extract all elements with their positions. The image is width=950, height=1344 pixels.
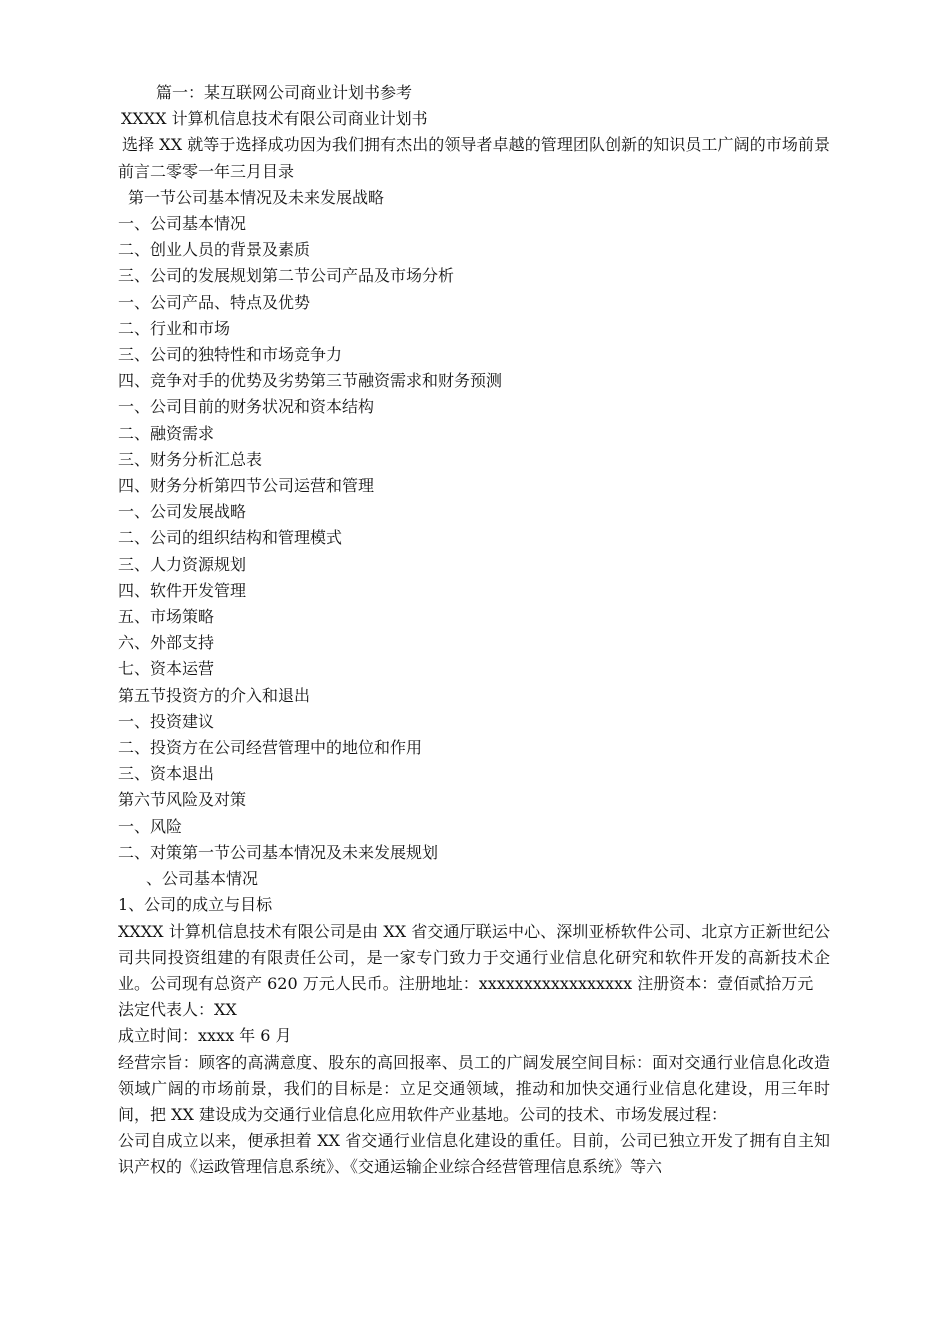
toc-item: 第五节投资方的介入和退出	[118, 685, 311, 705]
toc-item: 二、行业和市场	[118, 318, 231, 338]
toc-item: 三、公司的独特性和市场竞争力	[118, 345, 343, 365]
founded-date: 成立时间：xxxx 年 6 月	[118, 1026, 292, 1046]
toc-item: 二、创业人员的背景及素质	[118, 240, 311, 260]
toc-item: 七、资本运营	[118, 659, 215, 679]
toc-item: 二、融资需求	[118, 423, 215, 443]
toc-item: 一、公司产品、特点及优势	[118, 292, 311, 312]
toc-item: 三、财务分析汇总表	[118, 449, 263, 469]
toc-item: 六、外部支持	[118, 633, 215, 653]
toc-item: 四、财务分析第四节公司运营和管理	[118, 476, 375, 496]
legal-representative: 法定代表人：XX	[118, 1000, 237, 1020]
toc-item: 第一节公司基本情况及未来发展战略	[128, 187, 385, 207]
toc-item: 第六节风险及对策	[118, 790, 247, 810]
body-paragraph: 公司自成立以来，便承担着 XX 省交通行业信息化建设的重任。目前，公司已独立开发了拥有自主知识产权的《运政管理信息系统》、《交通运输企业综合经营管理信息系统》等六	[118, 1131, 830, 1177]
toc-item: 三、资本退出	[118, 764, 215, 784]
document-subtitle: XXXX 计算机信息技术有限公司商业计划书	[121, 109, 428, 129]
toc-item: 三、公司的发展规划第二节公司产品及市场分析	[118, 266, 455, 286]
document-title: 篇一：某互联网公司商业计划书参考	[156, 83, 413, 102]
toc-item: 一、公司基本情况	[118, 214, 247, 234]
toc-item: 二、投资方在公司经营管理中的地位和作用	[118, 738, 423, 758]
toc-item: 一、投资建议	[118, 711, 215, 731]
sub-heading: 1、公司的成立与目标	[118, 895, 273, 915]
toc-item: 一、公司发展战略	[118, 502, 247, 522]
toc-item: 四、软件开发管理	[118, 580, 247, 600]
toc-item: 二、对策第一节公司基本情况及未来发展规划	[118, 842, 439, 862]
body-paragraph: XXXX 计算机信息技术有限公司是由 XX 省交通厅联运中心、深圳亚桥软件公司、北京方正新世纪公司共同投资组建的有限责任公司，是一家专门致力于交通行业信息化研究和软件开发的高新技术企业。公司现有总资产 620 万元人民币。注册地址：xxxxxxxxxxxxxxxxx 注册资本：壹佰贰拾万元	[118, 921, 830, 993]
toc-item: 五、市场策略	[118, 607, 215, 627]
toc-item: 四、竞争对手的优势及劣势第三节融资需求和财务预测	[118, 371, 503, 391]
toc-item: 一、风险	[118, 816, 183, 836]
document-body	[118, 80, 830, 1181]
body-paragraph: 经营宗旨：顾客的高满意度、股东的高回报率、员工的广阔发展空间目标：面对交通行业信息化改造领域广阔的市场前景，我们的目标是：立足交通领域，推动和加快交通行业信息化建设，用三年时间，把 XX 建设成为交通行业信息化应用软件产业基地。公司的技术、市场发展过程：	[118, 1052, 830, 1124]
intro-paragraph: 选择 XX 就等于选择成功因为我们拥有杰出的领导者卓越的管理团队创新的知识员工广阔的市场前景前言二零零一年三月目录	[118, 135, 830, 181]
toc-item: 三、人力资源规划	[118, 554, 247, 574]
toc-item: 二、公司的组织结构和管理模式	[118, 528, 343, 548]
section-heading: 、公司基本情况	[146, 869, 259, 889]
toc-item: 一、公司目前的财务状况和资本结构	[118, 397, 375, 417]
